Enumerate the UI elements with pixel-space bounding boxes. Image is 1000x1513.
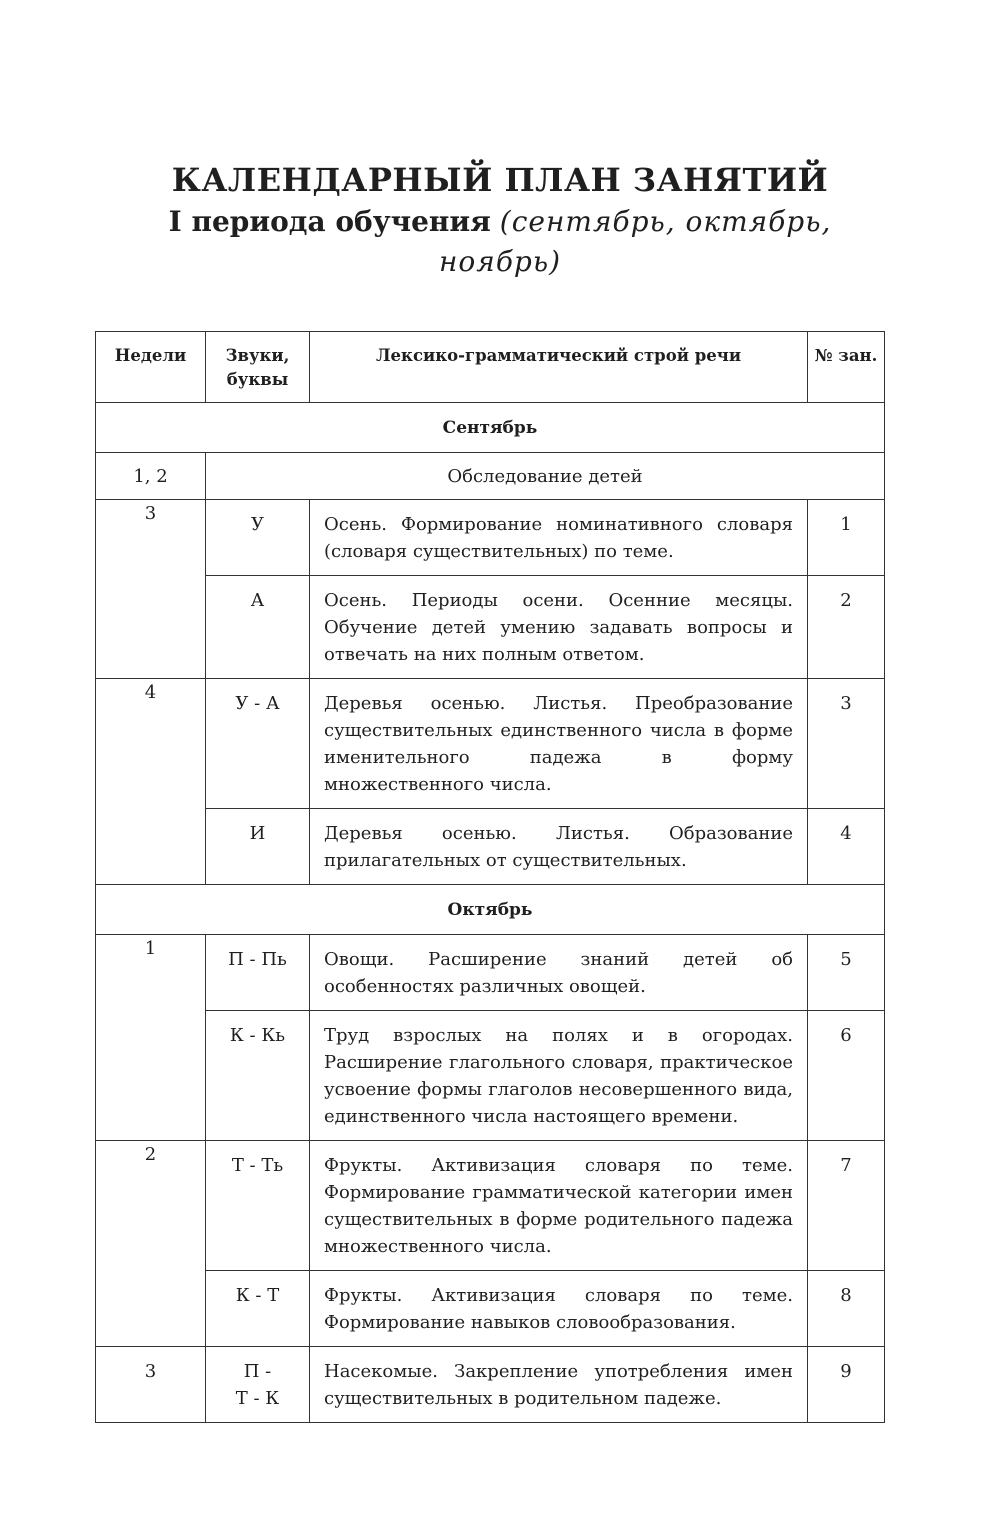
month-row-october	[96, 885, 885, 935]
lesson-number-cell: 2	[808, 576, 885, 679]
grammar-cell: Насекомые. Закрепление употребления имен существительных в родительном падеже.	[310, 1347, 808, 1423]
table-row	[96, 1271, 885, 1347]
header-lesson-number: № зан.	[808, 332, 885, 403]
week-cell: 1	[96, 935, 206, 1141]
title-subtitle	[0, 202, 1000, 242]
table-row	[96, 1141, 885, 1271]
table-row	[96, 679, 885, 809]
page-title	[0, 158, 1000, 282]
sound-line: Т - К	[235, 1388, 280, 1409]
header-weeks: Недели	[96, 332, 206, 403]
title-main: КАЛЕНДАРНЫЙ ПЛАН ЗАНЯТИЙ	[171, 161, 829, 199]
table-header-row	[96, 332, 885, 403]
title-months-part2: ноябрь)	[438, 245, 562, 278]
lesson-number-cell: 3	[808, 679, 885, 809]
sound-cell: У - А	[206, 679, 310, 809]
table-row	[96, 576, 885, 679]
sound-cell: П - Пь	[206, 935, 310, 1011]
table-row	[96, 1011, 885, 1141]
grammar-cell: Фрукты. Активизация словаря по теме. Формирование грамматической категории имен существительных в форме родительного падежа множественного числа.	[310, 1141, 808, 1271]
sound-cell: К - Т	[206, 1271, 310, 1347]
week-cell: 3	[96, 500, 206, 679]
week-cell: 3	[96, 1347, 206, 1423]
grammar-cell: Труд взрослых на полях и в огородах. Расширение глагольного словаря, практическое усвоение формы глаголов несовершенного вида, единственного числа настоящего времени.	[310, 1011, 808, 1141]
sound-cell: И	[206, 809, 310, 885]
sound-cell: К - Кь	[206, 1011, 310, 1141]
lesson-number-cell: 6	[808, 1011, 885, 1141]
lesson-number-cell: 4	[808, 809, 885, 885]
month-october: Октябрь	[96, 885, 885, 935]
header-sounds: Звуки, буквы	[206, 332, 310, 403]
month-row-september	[96, 403, 885, 453]
lesson-number-cell: 1	[808, 500, 885, 576]
table-row-survey	[96, 453, 885, 500]
lesson-number-cell: 8	[808, 1271, 885, 1347]
sound-cell	[206, 1347, 310, 1423]
table-row	[96, 809, 885, 885]
table-row	[96, 1347, 885, 1423]
lesson-plan-table	[95, 331, 885, 1423]
grammar-cell: Деревья осенью. Листья. Преобразование существительных единственного числа в форме именительного падежа в форму множественного числа.	[310, 679, 808, 809]
lesson-number-cell: 7	[808, 1141, 885, 1271]
title-months-part1: (сентябрь, октябрь,	[499, 205, 832, 238]
lesson-number-cell: 9	[808, 1347, 885, 1423]
survey-text: Обследование детей	[206, 453, 885, 500]
grammar-cell: Деревья осенью. Листья. Образование прилагательных от существительных.	[310, 809, 808, 885]
grammar-cell: Фрукты. Активизация словаря по теме. Формирование навыков словообразования.	[310, 1271, 808, 1347]
survey-weeks: 1, 2	[96, 453, 206, 500]
sound-cell: У	[206, 500, 310, 576]
title-period: I периода обучения	[168, 205, 491, 238]
table-row	[96, 935, 885, 1011]
sound-line: П -	[243, 1361, 272, 1382]
week-cell: 4	[96, 679, 206, 885]
table-row	[96, 500, 885, 576]
grammar-cell: Овощи. Расширение знаний детей об особенностях различных овощей.	[310, 935, 808, 1011]
sound-cell: А	[206, 576, 310, 679]
grammar-cell: Осень. Периоды осени. Осенние месяцы. Обучение детей умению задавать вопросы и отвечать на них полным ответом.	[310, 576, 808, 679]
week-cell: 2	[96, 1141, 206, 1347]
month-september: Сентябрь	[96, 403, 885, 453]
header-grammar: Лексико-грамматический строй речи	[310, 332, 808, 403]
lesson-number-cell: 5	[808, 935, 885, 1011]
sound-cell: Т - Ть	[206, 1141, 310, 1271]
grammar-cell: Осень. Формирование номинативного словаря (словаря существительных) по теме.	[310, 500, 808, 576]
